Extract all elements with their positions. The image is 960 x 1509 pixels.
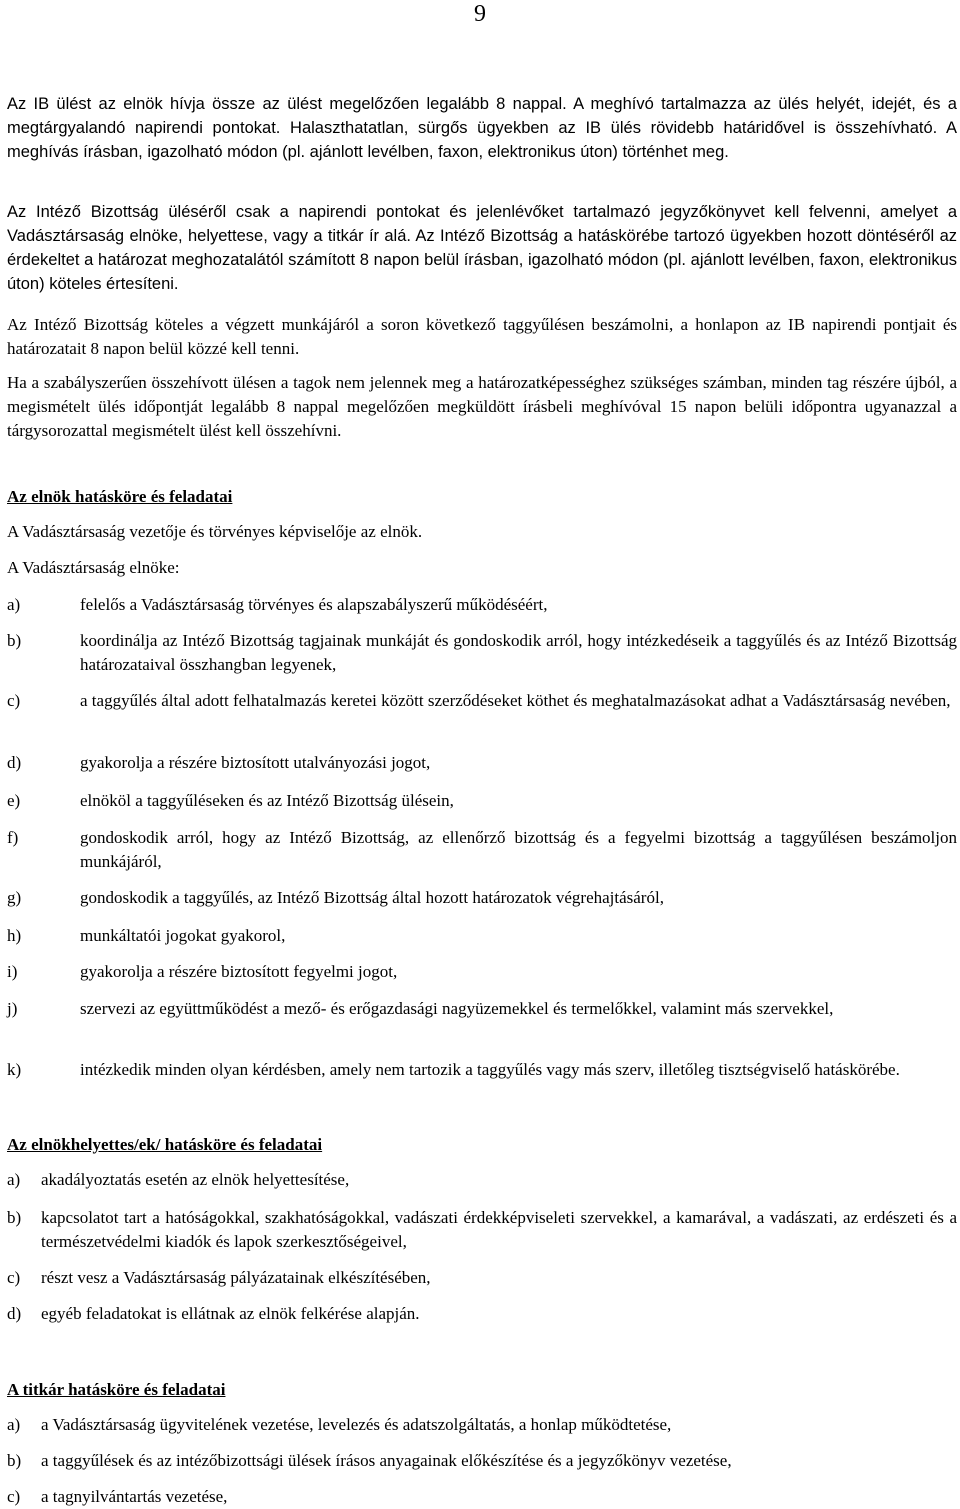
list-item-text: a Vadásztársaság ügyvitelének vezetése, levelezés és adatszolgáltatás, a honlap működtetése, bbox=[41, 1415, 672, 1434]
list-item-label: b) bbox=[7, 1451, 22, 1470]
list-item-text: intézkedik minden olyan kérdésben, amely nem tartozik a taggyűlés vagy más szerv, illetőleg tisztségviselő hatáskörébe. bbox=[80, 1060, 900, 1079]
list-item-label: c) bbox=[7, 1487, 21, 1506]
list-item-text: a tagnyilvántartás vezetése, bbox=[41, 1487, 228, 1506]
list-item-text: gyakorolja a részére biztosított fegyelmi jogot, bbox=[80, 962, 398, 981]
list-item-text: a taggyűlések és az intézőbizottsági ülések írásos anyagainak előkészítése és a jegyzőkönyv vezetése, bbox=[41, 1451, 732, 1470]
list-item-label: f) bbox=[7, 828, 19, 847]
heading-president: Az elnök hatásköre és feladatai bbox=[7, 487, 233, 506]
heading-vice-president: Az elnökhelyettes/ek/ hatásköre és feladatai bbox=[7, 1135, 323, 1154]
list-item-label: i) bbox=[7, 962, 18, 981]
list-item-text: a taggyűlés által adott felhatalmazás keretei között szerződéseket köthet és meghatalmazásokat adhat a Vadásztársaság nevében, bbox=[80, 691, 951, 710]
paragraph-minutes: Az Intéző Bizottság üléséről csak a napirendi pontokat és jelenlévőket tartalmazó jegyzőkönyvet kell felvenni, amelyet a Vadásztársaság elnöke, helyettese, vagy a titkár ír alá. Az Intéző Bizottság a hatáskörébe tartozó ügyekben hozott döntéséről az érdekeltet a határozat meghozatalától számított 8 napon belül írásban, igazolható módon (pl. ajánlott levélben, faxon, elektronikus úton) köteles értesíteni. bbox=[7, 203, 957, 293]
list-item-text: egyéb feladatokat is ellátnak az elnök felkérése alapján. bbox=[41, 1304, 420, 1323]
page-number: 9 bbox=[474, 1, 486, 27]
list-item-label: a) bbox=[7, 1170, 21, 1189]
list-item-text: felelős a Vadásztársaság törvényes és alapszabályszerű működéséért, bbox=[80, 595, 548, 614]
list-item-label: h) bbox=[7, 926, 22, 945]
list-item-label: a) bbox=[7, 1415, 21, 1434]
paragraph-meeting-invitation: Az IB ülést az elnök hívja össze az ülést megelőzően legalább 8 nappal. A meghívó tartalmazza az ülés helyét, idejét, és a megtárgyalandó napirendi pontokat. Halaszthatatlan, sürgős ügyekben az IB ülés rövidebb határidővel is összehívható. A meghívás írásban, igazolható módon (pl. ajánlott levélben, faxon, elektronikus úton) történhet meg. bbox=[7, 95, 957, 161]
list-item-label: d) bbox=[7, 753, 22, 772]
paragraph-report: Az Intéző Bizottság köteles a végzett munkájáról a soron következő taggyűlésen beszámolni, a honlapon az IB napirendi pontjait és határozatait 8 napon belül közzé kell tenni. bbox=[7, 315, 957, 358]
list-item-label: k) bbox=[7, 1060, 22, 1079]
president-list-intro: A Vadásztársaság elnöke: bbox=[7, 558, 180, 577]
list-item-text: szervezi az együttműködést a mező- és erőgazdasági nagyüzemekkel és termelőkkel, valamint más szervekkel, bbox=[80, 999, 834, 1018]
list-item-text: gyakorolja a részére biztosított utalványozási jogot, bbox=[80, 753, 431, 772]
list-item-label: c) bbox=[7, 1268, 21, 1287]
list-item-label: a) bbox=[7, 595, 21, 614]
list-item-text: akadályoztatás esetén az elnök helyettesítése, bbox=[41, 1170, 350, 1189]
list-item-text: gondoskodik a taggyűlés, az Intéző Bizottság által hozott határozatok végrehajtásáról, bbox=[80, 888, 664, 907]
list-item-label: j) bbox=[7, 999, 18, 1018]
list-item-text: koordinálja az Intéző Bizottság tagjainak munkáját és gondoskodik arról, hogy intézkedéseik a taggyűlés és az Intéző Bizottság határozataival összhangban legyenek, bbox=[80, 631, 957, 674]
list-item-text: elnököl a taggyűléseken és az Intéző Bizottság ülésein, bbox=[80, 791, 454, 810]
president-intro-line: A Vadásztársaság vezetője és törvényes képviselője az elnök. bbox=[7, 522, 423, 541]
list-item-text: gondoskodik arról, hogy az Intéző Bizottság, az ellenőrző bizottság és a fegyelmi bizottság a taggyűlésen beszámoljon munkájáról, bbox=[80, 828, 957, 871]
list-item-label: b) bbox=[7, 631, 22, 650]
list-item-label: b) bbox=[7, 1208, 22, 1227]
list-item-text: részt vesz a Vadásztársaság pályázatainak elkészítésében, bbox=[41, 1268, 431, 1287]
list-item-text: munkáltatói jogokat gyakorol, bbox=[80, 926, 286, 945]
heading-secretary: A titkár hatásköre és feladatai bbox=[7, 1380, 226, 1399]
list-item-text: kapcsolatot tart a hatóságokkal, szakhatóságokkal, vadászati érdekképviseleti szervekkel, a kamarával, a vadászati, az erdészeti és a természetvédelmi kiadók és lapok szerkesztőségeivel, bbox=[41, 1208, 957, 1251]
list-item-label: g) bbox=[7, 888, 22, 907]
paragraph-repeated-meeting: Ha a szabályszerűen összehívott ülésen a tagok nem jelennek meg a határozatképességhez szükséges számban, minden tag részére újból, a megismételt ülés időpontját legalább 8 nappal megelőzően megküldött írásbeli meghívóval 15 napon belüli időpontra ugyanazzal a tárgysorozattal megismételt ülést kell összehívni. bbox=[7, 373, 957, 440]
list-item-label: c) bbox=[7, 691, 21, 710]
list-item-label: e) bbox=[7, 791, 21, 810]
list-item-label: d) bbox=[7, 1304, 22, 1323]
